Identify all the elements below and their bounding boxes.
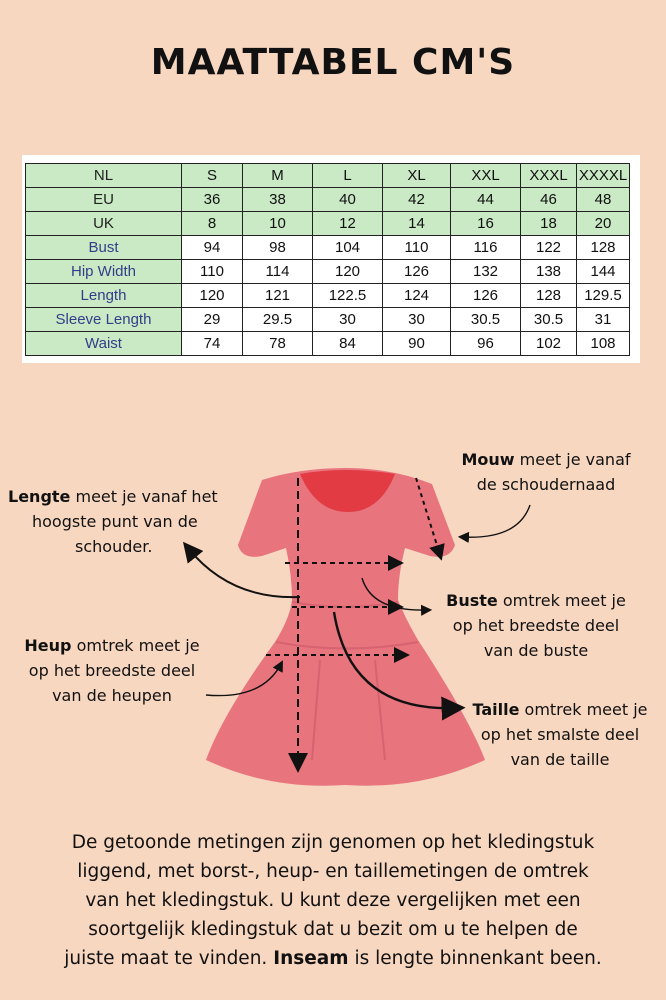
table-cell: 129.5 <box>577 284 630 308</box>
table-cell: 110 <box>383 236 451 260</box>
table-row <box>26 260 630 284</box>
table-cell: 110 <box>182 260 243 284</box>
table-row <box>26 284 630 308</box>
size-table <box>25 163 630 356</box>
row-header-cell: NL <box>26 164 182 188</box>
footer-text: De getoonde metingen zijn genomen op het kledingstuk liggend, met borst-, heup- en taillemetingen de omtrek van het kledingstuk. U kunt deze vergelijken met een soortgelijk kledingstuk dat u bezit om u te helpen de juiste maat te vinden. Inseam is lengte binnenkant been. <box>64 832 602 969</box>
caption-heup: Heup omtrek meet je op het breedste deel van de heupen <box>24 636 200 705</box>
table-cell: 10 <box>243 212 313 236</box>
row-header-cell: Length <box>26 284 182 308</box>
table-cell: 30.5 <box>521 308 577 332</box>
table-cell: 98 <box>243 236 313 260</box>
table-cell: 96 <box>451 332 521 356</box>
table-cell: 122 <box>521 236 577 260</box>
table-cell: 126 <box>451 284 521 308</box>
row-header-cell: Sleeve Length <box>26 308 182 332</box>
table-cell: 116 <box>451 236 521 260</box>
table-row <box>26 164 630 188</box>
table-cell: 128 <box>521 284 577 308</box>
caption-mouw: Mouw meet je vanaf de schoudernaad <box>461 450 631 494</box>
table-row <box>26 212 630 236</box>
table-cell: 20 <box>577 212 630 236</box>
table-cell: 120 <box>182 284 243 308</box>
table-cell: 144 <box>577 260 630 284</box>
table-cell: 42 <box>383 188 451 212</box>
table-cell: 108 <box>577 332 630 356</box>
table-cell: 124 <box>383 284 451 308</box>
row-header-cell: EU <box>26 188 182 212</box>
table-cell: 12 <box>313 212 383 236</box>
table-cell: 114 <box>243 260 313 284</box>
size-table-panel <box>22 155 640 363</box>
table-cell: 102 <box>521 332 577 356</box>
table-cell: 36 <box>182 188 243 212</box>
table-cell: 128 <box>577 236 630 260</box>
table-cell: 121 <box>243 284 313 308</box>
table-row <box>26 308 630 332</box>
caption-buste: Buste omtrek meet je op het breedste deel van de buste <box>446 591 626 660</box>
table-row <box>26 332 630 356</box>
page-title: MAATTABEL CM'S <box>150 42 516 83</box>
table-cell: XXXL <box>521 164 577 188</box>
row-header-cell: Waist <box>26 332 182 356</box>
row-header-cell: Bust <box>26 236 182 260</box>
table-cell: 74 <box>182 332 243 356</box>
table-cell: 30.5 <box>451 308 521 332</box>
caption-lengte: Lengte meet je vanaf het hoogste punt van de schouder. <box>8 487 218 556</box>
table-row <box>26 236 630 260</box>
table-row <box>26 188 630 212</box>
table-cell: 18 <box>521 212 577 236</box>
table-cell: 94 <box>182 236 243 260</box>
table-cell: 38 <box>243 188 313 212</box>
table-cell: 126 <box>383 260 451 284</box>
table-cell: M <box>243 164 313 188</box>
table-cell: 122.5 <box>313 284 383 308</box>
table-cell: 30 <box>313 308 383 332</box>
table-cell: L <box>313 164 383 188</box>
table-cell: 90 <box>383 332 451 356</box>
table-cell: 138 <box>521 260 577 284</box>
table-cell: 14 <box>383 212 451 236</box>
table-cell: S <box>182 164 243 188</box>
caption-taille: Taille omtrek meet je op het smalste deel van de taille <box>472 700 648 769</box>
table-cell: 31 <box>577 308 630 332</box>
table-cell: 40 <box>313 188 383 212</box>
table-cell: 104 <box>313 236 383 260</box>
table-cell: 29.5 <box>243 308 313 332</box>
table-cell: 29 <box>182 308 243 332</box>
row-header-cell: Hip Width <box>26 260 182 284</box>
table-cell: 78 <box>243 332 313 356</box>
table-cell: 30 <box>383 308 451 332</box>
row-header-cell: UK <box>26 212 182 236</box>
table-cell: 44 <box>451 188 521 212</box>
table-cell: 48 <box>577 188 630 212</box>
table-cell: 132 <box>451 260 521 284</box>
table-cell: XXL <box>451 164 521 188</box>
table-cell: 8 <box>182 212 243 236</box>
table-cell: 16 <box>451 212 521 236</box>
table-cell: 46 <box>521 188 577 212</box>
table-cell: XL <box>383 164 451 188</box>
table-cell: XXXXL <box>577 164 630 188</box>
table-cell: 84 <box>313 332 383 356</box>
table-cell: 120 <box>313 260 383 284</box>
